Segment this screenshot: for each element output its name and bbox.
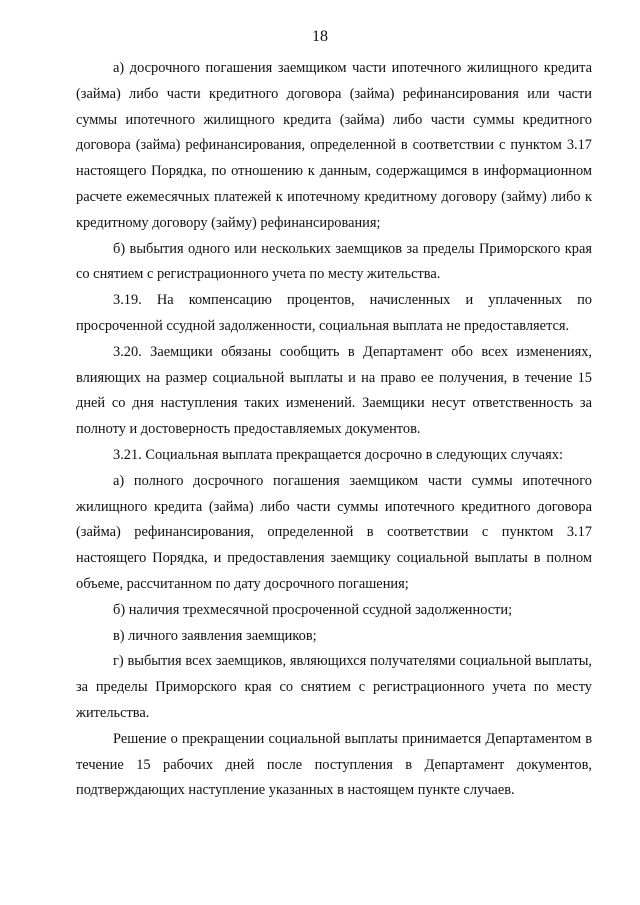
paragraph-b-departure: б) выбытия одного или нескольких заемщиков за пределы Приморского края со снятием с регистрационного учета по месту жительства. (76, 240, 592, 283)
paragraph-3-20: 3.20. Заемщики обязаны сообщить в Департамент обо всех изменениях, влияющих на размер социальной выплаты и на право ее получения, в течение 15 дней со дня наступления таких изменений. Заемщики несут ответственность за полноту и достоверность предоставляемых документов. (76, 343, 592, 438)
paragraph-3-19: 3.19. На компенсацию процентов, начисленных и уплаченных по просроченной ссудной задолженности, социальная выплата не предоставляется. (76, 292, 592, 334)
paragraph-decision: Решение о прекращении социальной выплаты принимается Департаментом в течение 15 рабочих дней после поступления в Департамент документов, подтверждающих наступление указанных в настоящем пункте случаев. (76, 730, 592, 799)
paragraph-3-21-g: г) выбытия всех заемщиков, являющихся получателями социальной выплаты, за пределы Приморского края со снятием с регистрационного учета по месту жительства. (76, 653, 592, 721)
paragraph-3-21-b: б) наличия трехмесячной просроченной ссудной задолженности; (113, 601, 513, 618)
paragraph-3-21-v: в) личного заявления заемщиков; (113, 627, 317, 644)
paragraph-3-21: 3.21. Социальная выплата прекращается досрочно в следующих случаях: (113, 446, 563, 463)
document-body (76, 56, 592, 804)
paragraph-3-21-a: а) полного досрочного погашения заемщиком части суммы ипотечного жилищного кредита (займа) либо части суммы ипотечного кредитного договора (займа) рефинансирования, определенной в соответствии с пунктом 3.17 настоящего Порядка, и предоставления заемщику социальной выплаты в полном объеме, рассчитанном по дату досрочного погашения; (76, 472, 592, 592)
paragraph-a-early-repayment: а) досрочного погашения заемщиком части ипотечного жилищного кредита (займа) либо части кредитного договора (займа) рефинансирования или части суммы ипотечного жилищного кредита (займа) либо части суммы кредитного договора (займа) рефинансирования, определенной в соответствии с пунктом 3.17 настоящего Порядка, по отношению к данным, содержащимся в информационном расчете ежемесячных платежей к ипотечному кредитному договору (займу) либо к кредитному договору (займу) рефинансирования; (76, 60, 592, 231)
page-number: 18 (312, 28, 328, 45)
